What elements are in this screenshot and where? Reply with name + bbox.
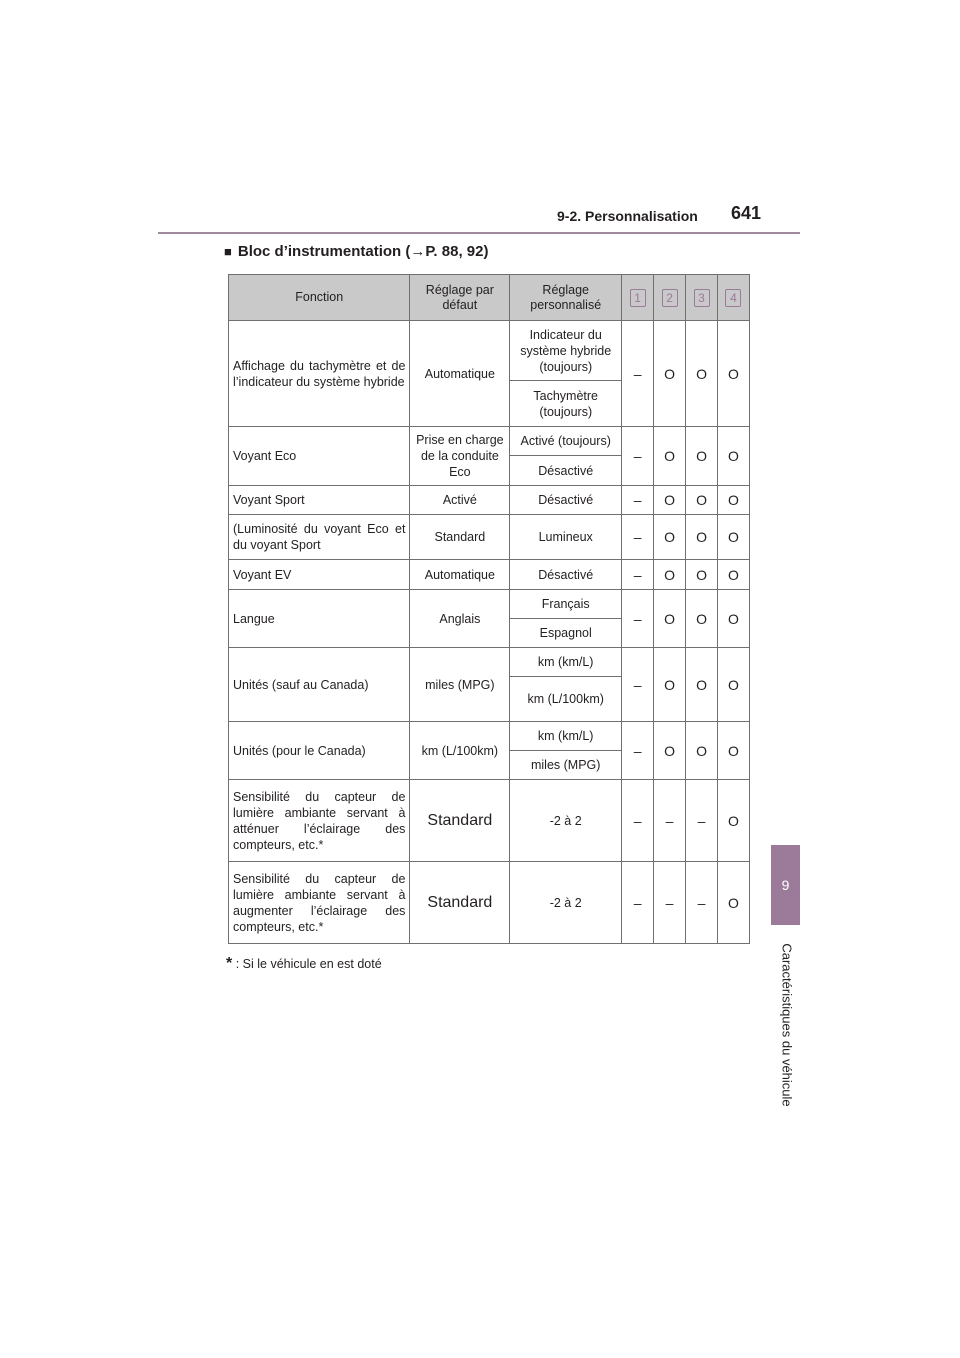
header-default: Réglage par défaut <box>410 275 510 321</box>
mark-cell: O <box>717 486 749 515</box>
function-cell: Unités (pour le Canada) <box>229 722 410 780</box>
mark-cell: – <box>622 427 654 486</box>
mark-cell: O <box>654 648 686 722</box>
custom-cell: -2 à 2 <box>510 862 622 944</box>
table-row <box>229 515 750 560</box>
default-cell: Automatique <box>410 321 510 427</box>
mark-cell: O <box>654 560 686 590</box>
chapter-label <box>759 935 815 1115</box>
table-row <box>229 722 750 751</box>
custom-cell: Désactivé <box>510 560 622 590</box>
table-row <box>229 780 750 862</box>
function-cell: (Luminosité du voyant Eco et du voyant Sport <box>229 515 410 560</box>
function-cell: Voyant Sport <box>229 486 410 515</box>
custom-cell: Indicateur du système hybride (toujours) <box>510 321 622 381</box>
chapter-tab: 9 <box>771 845 800 925</box>
mark-cell: O <box>717 427 749 486</box>
mark-cell: – <box>622 780 654 862</box>
header-col-1: 1 <box>622 275 654 321</box>
mark-cell: – <box>654 862 686 944</box>
custom-cell: -2 à 2 <box>510 780 622 862</box>
custom-cell: km (km/L) <box>510 648 622 677</box>
default-cell: Anglais <box>410 590 510 648</box>
custom-cell: Désactivé <box>510 456 622 486</box>
mark-cell: O <box>686 486 718 515</box>
header-function: Fonction <box>229 275 410 321</box>
mark-cell: – <box>622 648 654 722</box>
mark-cell: – <box>622 560 654 590</box>
custom-cell: km (L/100km) <box>510 677 622 722</box>
mark-cell: – <box>622 862 654 944</box>
mark-cell: – <box>622 722 654 780</box>
default-cell: Prise en charge de la conduite Eco <box>410 427 510 486</box>
function-cell: Unités (sauf au Canada) <box>229 648 410 722</box>
mark-cell: O <box>717 590 749 648</box>
header-col-2: 2 <box>654 275 686 321</box>
header-custom: Réglage personnalisé <box>510 275 622 321</box>
header-divider <box>158 232 800 234</box>
mark-cell: – <box>686 862 718 944</box>
custom-cell: Tachymètre (toujours) <box>510 381 622 427</box>
custom-cell: Français <box>510 590 622 619</box>
custom-cell: miles (MPG) <box>510 751 622 780</box>
function-cell: Affichage du tachymètre et de l’indicateur du système hybride <box>229 321 410 427</box>
custom-cell: Désactivé <box>510 486 622 515</box>
section-title <box>224 243 488 260</box>
mark-cell: O <box>654 427 686 486</box>
mark-cell: – <box>622 321 654 427</box>
settings-table <box>228 274 750 944</box>
default-cell: km (L/100km) <box>410 722 510 780</box>
mark-cell: O <box>717 648 749 722</box>
footnote-star: * <box>226 955 233 972</box>
function-cell: Langue <box>229 590 410 648</box>
mark-cell: O <box>654 590 686 648</box>
mark-cell: O <box>717 560 749 590</box>
default-cell: Automatique <box>410 560 510 590</box>
table-row <box>229 862 750 944</box>
mark-cell: O <box>686 321 718 427</box>
default-cell: Standard <box>410 862 510 944</box>
mark-cell: – <box>622 486 654 515</box>
page-number: 641 <box>731 203 762 223</box>
mark-cell: O <box>717 722 749 780</box>
header-col-3: 3 <box>686 275 718 321</box>
mark-cell: O <box>717 862 749 944</box>
mark-cell: O <box>686 590 718 648</box>
custom-cell: Espagnol <box>510 619 622 648</box>
default-cell: miles (MPG) <box>410 648 510 722</box>
table-row <box>229 648 750 677</box>
header-col-4: 4 <box>717 275 749 321</box>
default-cell: Activé <box>410 486 510 515</box>
mark-cell: O <box>654 515 686 560</box>
custom-cell: Activé (toujours) <box>510 427 622 456</box>
mark-cell: O <box>686 427 718 486</box>
header-section-title: 9-2. Personnalisation <box>557 208 698 224</box>
mark-cell: O <box>717 515 749 560</box>
mark-cell: O <box>654 722 686 780</box>
default-cell: Standard <box>410 780 510 862</box>
mark-cell: O <box>686 515 718 560</box>
footnote-text: : Si le véhicule en est doté <box>235 957 382 971</box>
mark-cell: – <box>654 780 686 862</box>
table-header-row <box>229 275 750 321</box>
mark-cell: O <box>654 321 686 427</box>
table-row <box>229 427 750 456</box>
mark-cell: O <box>717 321 749 427</box>
square-bullet-icon: ■ <box>224 244 232 259</box>
mark-cell: – <box>622 515 654 560</box>
chapter-label-text: Caractéristiques du véhicule <box>779 943 795 1107</box>
function-cell: Sensibilité du capteur de lumière ambiante servant à atténuer l’éclairage des compteurs, etc.* <box>229 780 410 862</box>
table-row <box>229 590 750 619</box>
function-cell: Voyant EV <box>229 560 410 590</box>
custom-cell: Lumineux <box>510 515 622 560</box>
mark-cell: O <box>717 780 749 862</box>
table-row <box>229 560 750 590</box>
mark-cell: – <box>686 780 718 862</box>
table-row <box>229 486 750 515</box>
custom-cell: km (km/L) <box>510 722 622 751</box>
table-row <box>229 321 750 381</box>
default-cell: Standard <box>410 515 510 560</box>
mark-cell: O <box>686 722 718 780</box>
mark-cell: – <box>622 590 654 648</box>
section-title-text: Bloc d’instrumentation (→P. 88, 92) <box>237 243 489 260</box>
function-cell: Voyant Eco <box>229 427 410 486</box>
mark-cell: O <box>686 648 718 722</box>
footnote <box>226 955 382 973</box>
mark-cell: O <box>654 486 686 515</box>
mark-cell: O <box>686 560 718 590</box>
function-cell: Sensibilité du capteur de lumière ambiante servant à augmenter l’éclairage des compteurs, etc.* <box>229 862 410 944</box>
